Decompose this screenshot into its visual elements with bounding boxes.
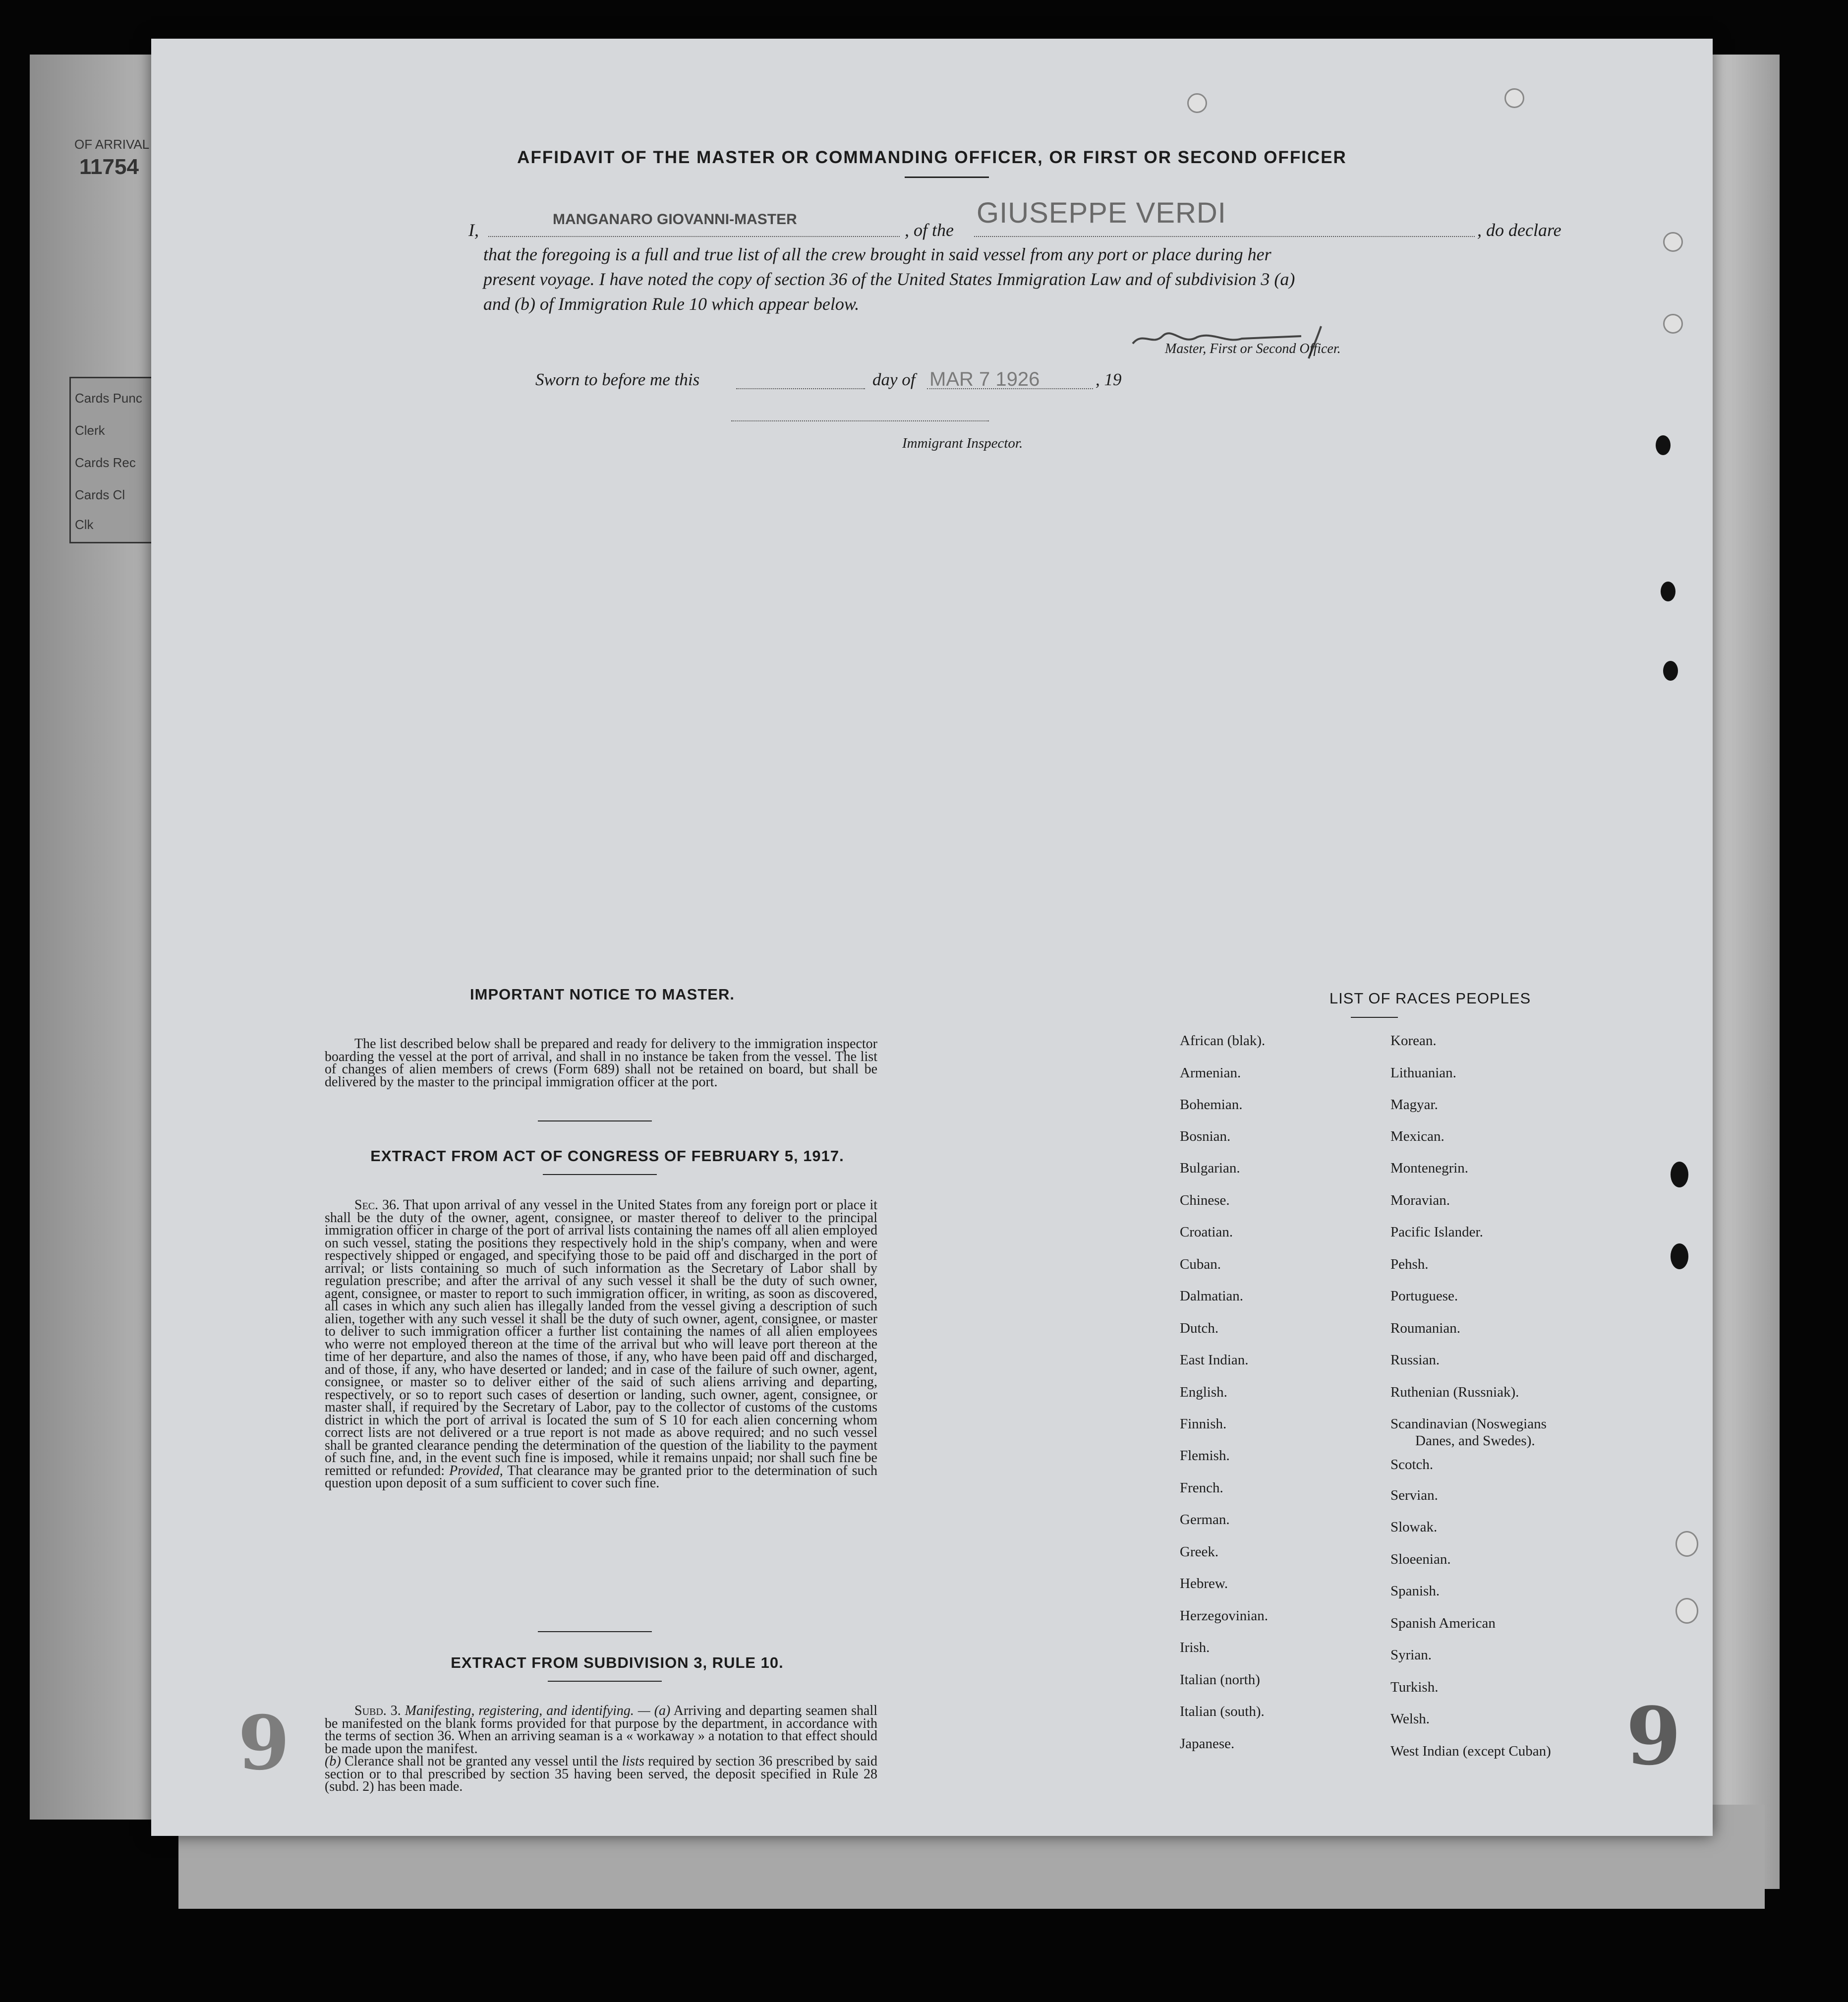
race-right: Spanish. xyxy=(1390,1583,1440,1599)
arrival-number: 11754 xyxy=(79,155,139,179)
race-left: Chinese. xyxy=(1180,1192,1230,1208)
races-title: LIST OF RACES PEOPLES xyxy=(1329,990,1531,1007)
race-left: Cuban. xyxy=(1180,1256,1221,1272)
race-left: English. xyxy=(1180,1384,1227,1400)
sworn-text: Sworn to before me this xyxy=(535,370,700,389)
race-right: Korean. xyxy=(1390,1033,1437,1049)
do-declare-text: , do declare xyxy=(1477,220,1561,240)
race-left: Bosnian. xyxy=(1180,1128,1231,1144)
race-left: French. xyxy=(1180,1480,1223,1496)
stamp-line: Cards Punc xyxy=(75,391,142,406)
manifest-page xyxy=(151,39,1713,1836)
race-left: Italian (south). xyxy=(1180,1704,1265,1719)
notice-rule xyxy=(538,1120,652,1121)
affidavit-title: AFFIDAVIT OF THE MASTER OR COMMANDING OFFICER, OR FIRST OR SECOND OFFICER xyxy=(517,148,1347,167)
master-name: MANGANARO GIOVANNI-MASTER xyxy=(553,211,797,228)
stamp-line: Clerk xyxy=(75,423,105,438)
race-left: Croatian. xyxy=(1180,1224,1233,1240)
section-label: Sec. 36. xyxy=(354,1197,400,1213)
punch-hole-icon xyxy=(1661,582,1675,601)
subd-label: Subd. 3. xyxy=(354,1703,401,1718)
race-left: Irish. xyxy=(1180,1640,1210,1655)
race-right: Syrian. xyxy=(1390,1647,1432,1663)
proviso-label: Provided, xyxy=(449,1463,503,1478)
vessel-name-blank xyxy=(974,236,1475,237)
race-left: Greek. xyxy=(1180,1544,1219,1560)
punch-hole-icon xyxy=(1187,93,1207,113)
rule-body xyxy=(325,1705,877,1793)
race-left: Finnish. xyxy=(1180,1416,1227,1432)
title-rule xyxy=(905,177,989,178)
races-rule xyxy=(1351,1017,1398,1018)
race-left: Armenian. xyxy=(1180,1065,1241,1081)
subd-heading: Manifesting, registering, and identifying. — (a) xyxy=(404,1703,671,1718)
race-right: Pehsh. xyxy=(1390,1256,1429,1272)
race-left: Bulgarian. xyxy=(1180,1160,1240,1176)
punch-hole-icon xyxy=(1504,88,1524,108)
race-right: Spanish American xyxy=(1390,1615,1496,1631)
punch-hole-icon xyxy=(1675,1531,1698,1557)
race-left: African (blak). xyxy=(1180,1033,1266,1049)
inspector-caption: Immigrant Inspector. xyxy=(902,435,1023,451)
subd-b-label: (b) xyxy=(325,1754,341,1769)
affidavit-line-3: present voyage. I have noted the copy of section 36 of the United States Immigration Law and of subdivision 3 (a) xyxy=(483,269,1295,289)
cards-stamp-box xyxy=(69,377,159,543)
race-right: Russian. xyxy=(1390,1352,1440,1368)
vessel-name: GIUSEPPE VERDI xyxy=(977,197,1226,229)
punch-hole-icon xyxy=(1663,661,1678,681)
page-mark-left: 9 xyxy=(238,1700,290,1787)
stamp-line: Clk xyxy=(75,517,94,532)
punch-hole-icon xyxy=(1663,314,1683,334)
lists-word: lists xyxy=(622,1754,644,1769)
punch-hole-icon xyxy=(1675,1598,1698,1624)
act-title: EXTRACT FROM ACT OF CONGRESS OF FEBRUARY 5, 1917. xyxy=(370,1147,844,1165)
affidavit-line-4: and (b) of Immigration Rule 10 which appear below. xyxy=(483,294,860,314)
race-right: Scotch. xyxy=(1390,1457,1434,1472)
of-the-text: , of the xyxy=(905,220,954,240)
race-right: Welsh. xyxy=(1390,1711,1430,1727)
race-right: Moravian. xyxy=(1390,1192,1450,1208)
inspector-blank xyxy=(731,420,989,421)
notice-title: IMPORTANT NOTICE TO MASTER. xyxy=(470,986,735,1003)
act-body xyxy=(325,1199,877,1490)
race-left: Dalmatian. xyxy=(1180,1288,1244,1304)
section-body: That upon arrival of any vessel in the United States from any foreign port or place it shall be the duty of the owner, agent, consignee, or master thereof to deliver to the principal immigration officer in charge of the port of arrival lists containing the names off all alien employed on such vessel, stating the positions they respectively hold in the ship's company, when and were respectively shipped or engaged, and specifying those to be paid off and discharged in the port of arrival; or lists containing so much of such information as the Secretary of Labor shall by regulation prescribe; and after the arrival of any such vessel it shall be the duty of such owner, agent, consignee, or master to report to such immigration officer, in writing, as soon as discovered, all cases in which any such alien has illegally landed from the vessel giving a description of such alien, together with any such vessel it shall be the duty of such owner, agent, consignee, or master to deliver to such immigration officer a further list containing the names of all alien employees who werre not employed thereon at the time of the arrival but who will leave port thereon at the time of her departure, and also the names of those, if any, who have been paid off and discharged, and of those, if any, who have deserted or landed; and in case of the failure of such owner, agent, consignee, or master so to deliver either of the said of such aliens arriving and departing, respectively, or so to report such cases of desertion or landing, such owner, agent, consignee, or master shall, if required by the Secretary of Labor, pay to the collector of customs of the customs district in which the port of arrival is located the sum of S 10 for each alien concerning whom correct lists are not delivered or a true report is not made as above required; and no such vessel shall be granted clearance pending the determination of the question of the liability to the payment of such fine, and, in the event such fine is imposed, while it remains unpaid; nor shall such fine be remitted or refunded: xyxy=(325,1197,878,1478)
race-right: Turkish. xyxy=(1390,1679,1439,1695)
race-right: Scandinavian (Noswegians xyxy=(1390,1416,1547,1432)
i-prefix: I, xyxy=(468,220,479,240)
race-right: Montenegrin. xyxy=(1390,1160,1469,1176)
rule-title-rule xyxy=(548,1681,662,1682)
race-right: Danes, and Swedes). xyxy=(1415,1433,1535,1449)
sworn-day-blank xyxy=(736,388,865,389)
sworn-date-stamp: MAR 7 1926 xyxy=(929,368,1040,390)
race-right: Roumanian. xyxy=(1390,1320,1460,1336)
race-left: Herzegovinian. xyxy=(1180,1608,1268,1624)
underlying-sheet-right xyxy=(1705,55,1780,1889)
affidavit-line-2: that the foregoing is a full and true list of all the crew brought in said vessel from any port or place during her xyxy=(483,244,1271,264)
race-right: Portuguese. xyxy=(1390,1288,1458,1304)
race-right: Magyar. xyxy=(1390,1097,1438,1113)
rule-title: EXTRACT FROM SUBDIVISION 3, RULE 10. xyxy=(451,1654,784,1671)
race-right: Ruthenian (Russniak). xyxy=(1390,1384,1519,1400)
year-prefix: , 19 xyxy=(1096,370,1122,389)
punch-hole-icon xyxy=(1671,1162,1688,1187)
master-name-blank xyxy=(488,236,900,237)
punch-hole-icon xyxy=(1671,1243,1688,1269)
stamp-line: Cards Rec xyxy=(75,455,136,470)
act-rule xyxy=(543,1174,657,1175)
punch-hole-icon xyxy=(1663,232,1683,252)
signature-caption: Master, First or Second Officer. xyxy=(1165,341,1341,356)
race-right: Lithuanian. xyxy=(1390,1065,1456,1081)
subd-body-b2: required by section 36 prescribed by said section or to thal prescribed by section 35 having been served, the deposit specified in Rule 28 (subd. 2) has been made. xyxy=(325,1754,878,1794)
race-left: German. xyxy=(1180,1512,1230,1528)
stamp-line: Cards Cl xyxy=(75,487,125,502)
race-left: Italian (north) xyxy=(1180,1672,1260,1688)
race-right: Mexican. xyxy=(1390,1128,1444,1144)
act-end-rule xyxy=(538,1631,652,1632)
proviso-body: That clearance may be granted prior to the determination of such question upon deposit of a sum sufficient to cover such fine. xyxy=(325,1463,878,1491)
notice-body: The list described below shall be prepared and ready for delivery to the immigration inspector boarding the vessel at the port of arrival, and shall in no instance be taken from the vessel. The list of changes of alien members of crews (Form 689) shall not be retained on board, but shall be delivered by the master to the principal immigration officer at the port. xyxy=(325,1036,877,1090)
race-left: Bohemian. xyxy=(1180,1097,1243,1113)
race-right: Servian. xyxy=(1390,1487,1438,1503)
race-left: Japanese. xyxy=(1180,1736,1235,1752)
day-of-text: day of xyxy=(872,370,916,389)
subd-body-b1: Clerance shall not be granted any vessel until the xyxy=(345,1754,619,1769)
race-left: Hebrew. xyxy=(1180,1576,1228,1591)
race-left: East Indian. xyxy=(1180,1352,1249,1368)
arrival-label: OF ARRIVAL xyxy=(74,137,150,152)
race-right: Pacific Islander. xyxy=(1390,1224,1483,1240)
subd-body-a: Arriving and departing seamen shall be manifested on the blank forms provided for that purpose by the department, in accordance with the terms of section 36. When an arriving seaman is a « workaway » a notation to that effect should be made upon the manifest. xyxy=(325,1703,877,1757)
race-right: Sloeenian. xyxy=(1390,1551,1451,1567)
punch-hole-icon xyxy=(1656,435,1671,455)
race-left: Flemish. xyxy=(1180,1448,1230,1464)
race-right: Slowak. xyxy=(1390,1519,1438,1535)
race-left: Dutch. xyxy=(1180,1320,1219,1336)
race-right: West Indian (except Cuban) xyxy=(1390,1743,1551,1759)
page-mark-right: 9 xyxy=(1626,1690,1681,1783)
